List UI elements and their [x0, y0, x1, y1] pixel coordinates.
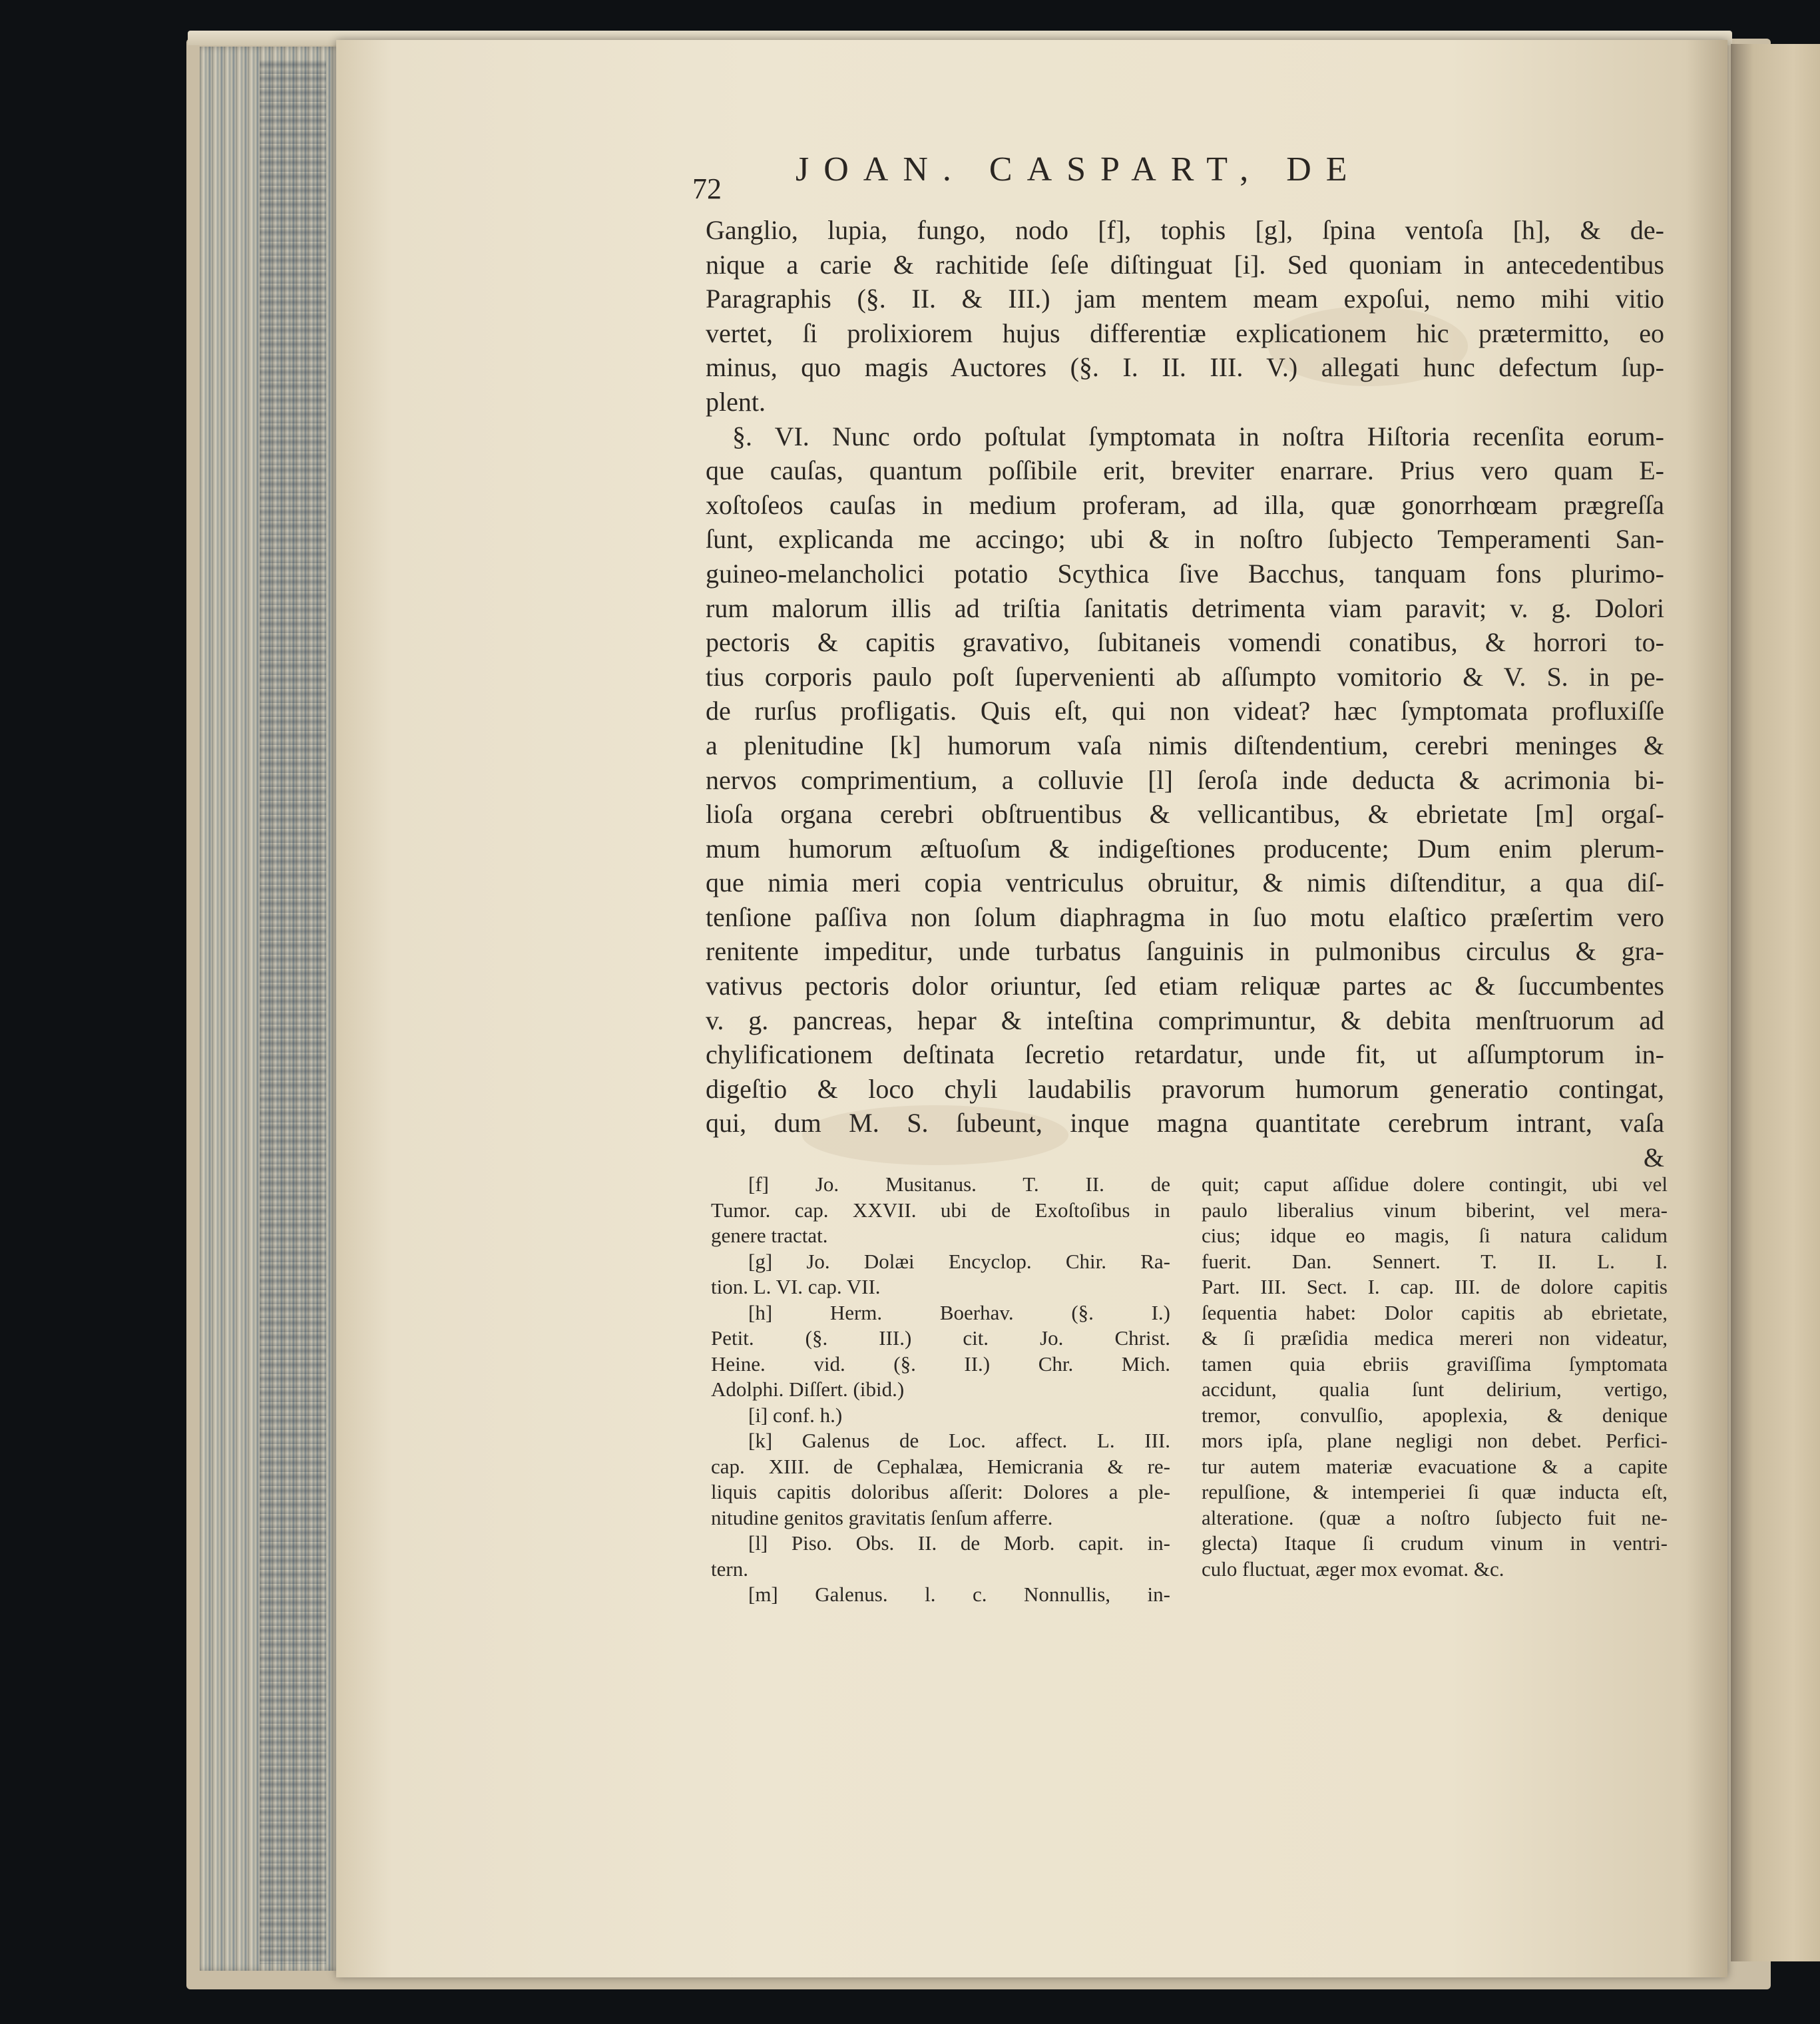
body-text-line: lioſa organa cerebri obſtruentibus & vellicantibus, & ebrietate [m] orgaſ-: [706, 799, 1664, 830]
footnote-line: culo fluctuat, æger mox evomat. &c.: [1202, 1557, 1504, 1581]
footnotes-right-column: [1202, 1172, 1668, 1582]
footnote-line: mors ipſa, plane negligi non debet. Perfici-: [1202, 1429, 1668, 1452]
footnote-line: [h] Herm. Boerhav. (§. I.): [748, 1300, 1170, 1324]
body-text-line: vativus pectoris dolor oriuntur, ſed etiam reliquæ partes ac & ſuccumbentes: [706, 971, 1664, 1001]
footnote-line: [i] conf. h.): [748, 1403, 843, 1427]
body-text-line: chylificationem deſtinata ſecretio retardatur, unde fit, ut aſſumptorum in-: [706, 1039, 1664, 1070]
footnote-line: [g] Jo. Dolæi Encyclop. Chir. Ra-: [748, 1249, 1170, 1273]
footnote-line: liquis capitis doloribus aſſerit: Dolores a ple-: [711, 1480, 1170, 1503]
body-text-line: guineo-melancholici potatio Scythica ſive Bacchus, tanquam fons plurimo-: [706, 558, 1664, 589]
footnote-line: tamen quia ebriis graviſſima ſymptomata: [1202, 1352, 1668, 1376]
facing-page-edge: [1731, 44, 1820, 1961]
body-text-line: digeſtio & loco chyli laudabilis pravorum humorum generatio contingat,: [706, 1073, 1664, 1104]
body-text-line: renitente impeditur, unde turbatus ſanguinis in pulmonibus circulus & gra-: [706, 936, 1664, 967]
body-text-line: plent.: [706, 386, 766, 417]
footnote-line: repulſione, & intemperiei ſi quæ inducta eſt,: [1202, 1480, 1668, 1503]
body-text-line: tenſione paſſiva non ſolum diaphragma in ſuo motu elaſtico præſertim vero: [706, 901, 1664, 932]
body-text-line: Paragraphis (§. II. & III.) jam mentem meam expoſui, nemo mihi vitio: [706, 284, 1664, 314]
footnote-line: cius; idque eo magis, ſi natura calidum: [1202, 1224, 1668, 1247]
body-text-line: vertet, ſi prolixiorem hujus differentiæ explicationem hic prætermitto, eo: [706, 318, 1664, 348]
footnote-line: Tumor. cap. XXVII. ubi de Exoſtoſibus in: [711, 1198, 1170, 1222]
footnote-line: Part. III. Sect. I. cap. III. de dolore capitis: [1202, 1275, 1668, 1298]
footnote-line: Adolphi. Diſſert. (ibid.): [711, 1378, 905, 1401]
footnote-line: ſequentia habet: Dolor capitis ab ebrietate,: [1202, 1300, 1668, 1324]
footnotes-left-column: [711, 1172, 1170, 1608]
footnote-line: [l] Piso. Obs. II. de Morb. capit. in-: [748, 1531, 1170, 1555]
footnote-line: genere tractat.: [711, 1224, 828, 1247]
footnote-line: tion. L. VI. cap. VII.: [711, 1275, 881, 1298]
footnote-line: tern.: [711, 1557, 748, 1581]
page-block-speckle: [260, 60, 326, 1964]
footnote-line: tur autem materiæ evacuatione & a capite: [1202, 1454, 1668, 1478]
body-text-line: tius corporis paulo poſt ſupervenienti ab aſſumpto vomitorio & V. S. in pe-: [706, 661, 1664, 692]
body-text-line: a plenitudine [k] humorum vaſa nimis diſtendentium, cerebri meninges &: [706, 730, 1664, 760]
body-text: [706, 213, 1664, 1175]
footnote-line: [k] Galenus de Loc. affect. L. III.: [748, 1429, 1170, 1452]
footnote-line: nitudine genitos gravitatis ſenſum afferre.: [711, 1505, 1053, 1529]
footnote-line: Heine. vid. (§. II.) Chr. Mich.: [711, 1352, 1170, 1376]
body-text-line: que cauſas, quantum poſſibile erit, breviter enarrare. Prius vero quam E-: [706, 455, 1664, 486]
footnote-line: [f] Jo. Musitanus. T. II. de: [748, 1172, 1170, 1196]
body-text-line: nique a carie & rachitide ſeſe diſtinguat [i]. Sed quoniam in antecedentibus: [706, 249, 1664, 280]
footnote-line: glecta) Itaque ſi crudum vinum in ventri-: [1202, 1531, 1668, 1555]
body-text-line: pectoris & capitis gravativo, ſubitaneis vomendi conatibus, & horrori to-: [706, 627, 1664, 658]
body-text-line: que nimia meri copia ventriculus obruitur, & nimis diſtenditur, a qua diſ-: [706, 868, 1664, 898]
body-text-line: ſunt, explicanda me accingo; ubi & in noſtro ſubjecto Temperamenti San-: [706, 524, 1664, 555]
page-number: 72: [692, 172, 722, 205]
body-text-line: §. VI. Nunc ordo poſtulat ſymptomata in noſtra Hiſtoria recenſita eorum-: [732, 421, 1664, 451]
running-title: JOAN. CASPART, DE: [796, 150, 1362, 188]
footnote-line: alteratione. (quæ a noſtro ſubjecto fuit ne-: [1202, 1505, 1668, 1529]
body-text-line: minus, quo magis Auctores (§. I. II. III. V.) allegati hunc defectum ſup-: [706, 352, 1664, 383]
body-text-line: v. g. pancreas, hepar & inteſtina comprimuntur, & debita menſtruorum ad: [706, 1005, 1664, 1035]
body-text-line: qui, dum M. S. ſubeunt, inque magna quantitate cerebrum intrant, vaſa: [706, 1108, 1664, 1138]
footnote-line: paulo liberalius vinum biberint, vel mera-: [1202, 1198, 1668, 1222]
footnote-line: quit; caput aſſidue dolere contingit, ubi vel: [1202, 1172, 1668, 1196]
body-text-line: Ganglio, lupia, fungo, nodo [f], tophis [g], ſpina ventoſa [h], & de-: [706, 215, 1664, 245]
footnote-line: fuerit. Dan. Sennert. T. II. L. I.: [1202, 1249, 1668, 1273]
body-text-line: mum humorum æſtuoſum & indigeſtiones producente; Dum enim plerum-: [706, 833, 1664, 864]
footnote-line: cap. XIII. de Cephalæa, Hemicrania & re-: [711, 1454, 1170, 1478]
body-text-line: de rurſus profligatis. Quis eſt, qui non videat? hæc ſymptomata profluxiſſe: [706, 696, 1664, 726]
body-text-line: rum malorum illis ad triſtia ſanitatis detrimenta viam paravit; v. g. Dolori: [706, 593, 1664, 623]
body-text-line: xoſtoſeos cauſas in medium proferam, ad illa, quæ gonorrhœam prægreſſa: [706, 489, 1664, 520]
footnote-line: & ſi præſidia medica mereri non videatur,: [1202, 1326, 1668, 1350]
footnote-line: tremor, convulſio, apoplexia, & denique: [1202, 1403, 1668, 1427]
footnote-line: [m] Galenus. l. c. Nonnullis, in-: [748, 1583, 1170, 1606]
footnote-line: accidunt, qualia ſunt delirium, vertigo,: [1202, 1378, 1668, 1401]
footnote-line: Petit. (§. III.) cit. Jo. Christ.: [711, 1326, 1170, 1350]
body-text-line: nervos comprimentium, a colluvie [l] ſeroſa inde deducta & acrimonia bi-: [706, 764, 1664, 795]
body-text-line: &: [1643, 1142, 1664, 1173]
